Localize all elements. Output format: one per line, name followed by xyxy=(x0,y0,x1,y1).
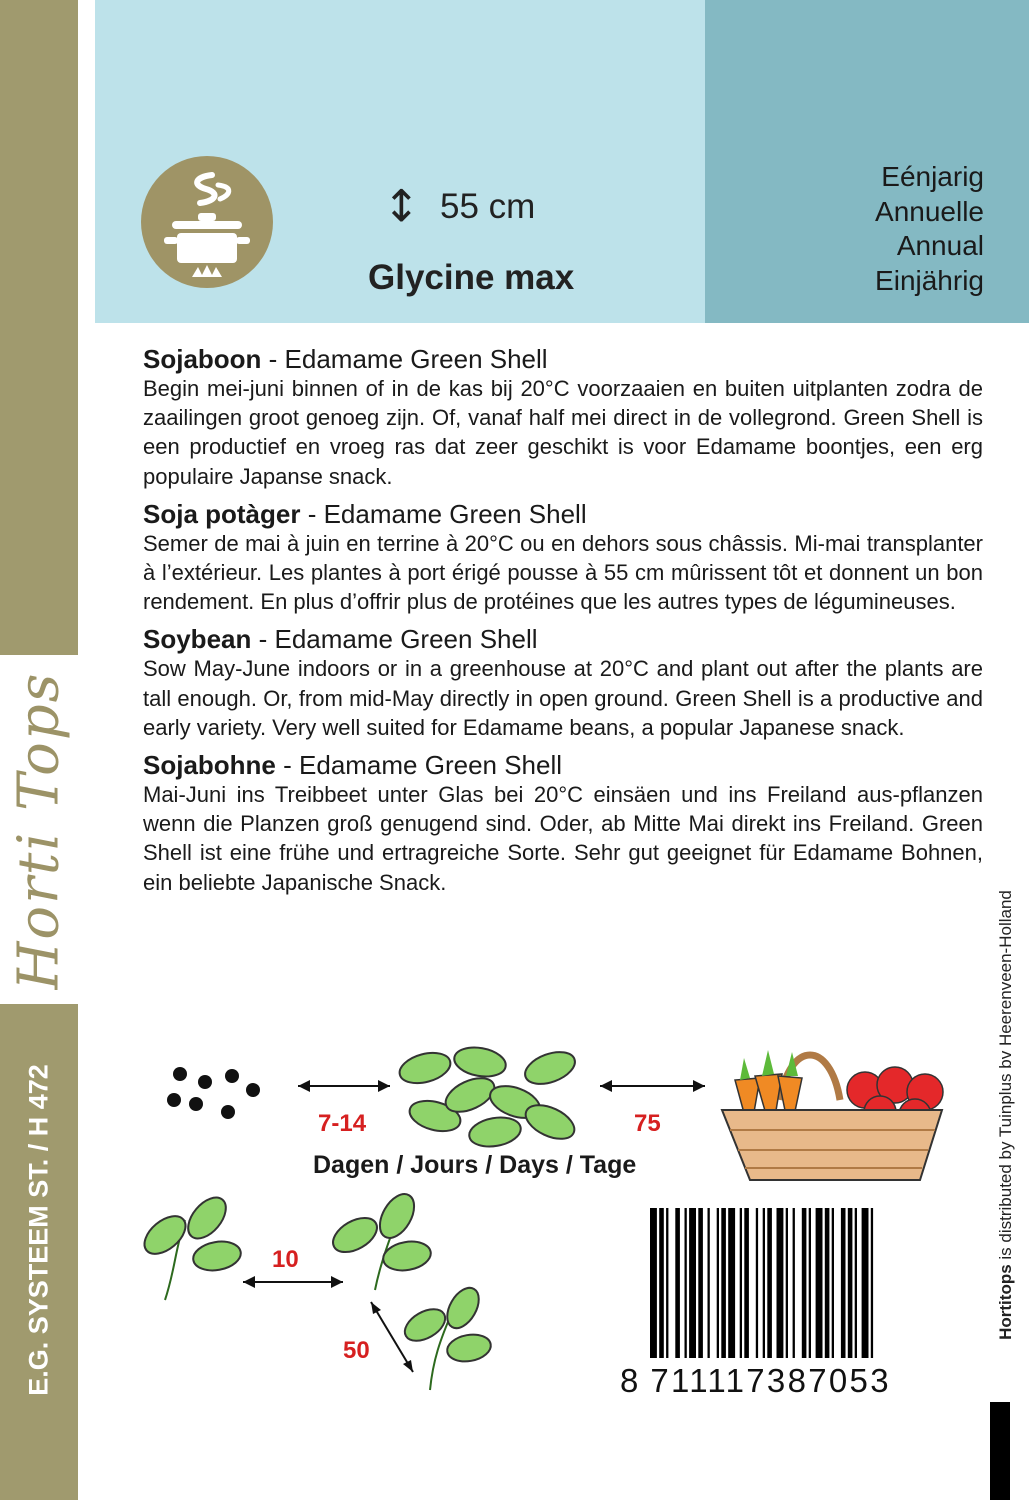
annual-label-en: Annual xyxy=(896,230,984,261)
plant-icon xyxy=(399,1282,492,1390)
barcode-first-digit: 8 xyxy=(620,1362,639,1399)
harvest-basket-icon xyxy=(722,1050,943,1180)
latin-name: Glycine max xyxy=(368,258,575,297)
height-arrow-icon: ↕ xyxy=(383,181,420,232)
variety-name: - Edamame Green Shell xyxy=(300,498,587,529)
credit-brand: Hortitops xyxy=(996,1264,1015,1340)
section-body: Sow May-June indoors or in a greenhouse at 20°C and plant out after the plants are tall enough. Or, from mid-May directly in open ground. Green Shell is a productive and early variety. Very well suited for Edamame beans, a popular Japanese snack. xyxy=(143,656,983,740)
section-title xyxy=(143,624,983,654)
days-label: Dagen / Jours / Days / Tage xyxy=(313,1151,637,1179)
variety-name: - Edamame Green Shell xyxy=(251,624,538,655)
barcode xyxy=(650,1208,940,1358)
stripe-gap xyxy=(0,990,78,1004)
plant-spacing: 50 xyxy=(343,1337,370,1364)
annual-label-nl: Eénjarig xyxy=(881,161,984,192)
plant-icon xyxy=(327,1190,433,1290)
section-body: Semer de mai à juin en terrine à 20°C ou en dehors sous châssis. Mi-mai transplanter à l’extérieur. Les plantes à port érigé pousse à 55 cm mûrissent tôt et donnent un bon rendement. En plus d’offrir plus de protéines que les autres types de légumineuses. xyxy=(143,530,983,615)
seedlings-icon xyxy=(396,1044,579,1151)
annual-label-de: Einjährig xyxy=(875,264,984,296)
section-nl xyxy=(143,344,983,491)
section-title xyxy=(143,499,983,529)
black-bar xyxy=(990,1402,1010,1500)
double-arrow-icon xyxy=(298,1080,390,1092)
spacing-diagram xyxy=(135,1190,495,1400)
variety-name: - Edamame Green Shell xyxy=(261,344,548,374)
crop-name: Sojaboon xyxy=(143,344,262,374)
germination-days: 7-14 xyxy=(318,1110,367,1137)
crop-name: Soja potàger xyxy=(143,498,301,529)
section-en xyxy=(143,624,983,742)
side-code: E.G. SYSTEEM ST. / H 472 xyxy=(23,1064,54,1396)
section-title xyxy=(143,750,983,780)
annual-label-fr: Annuelle xyxy=(875,195,984,227)
description-sections xyxy=(143,344,983,905)
crop-name: Soybean xyxy=(143,624,252,655)
plant-icon xyxy=(138,1191,243,1300)
cooking-pot-icon xyxy=(140,155,274,289)
row-spacing: 10 xyxy=(272,1246,299,1273)
double-arrow-icon xyxy=(243,1276,343,1288)
side-stripe xyxy=(0,0,78,1500)
brand-logo-text: Horti Tops xyxy=(6,671,72,991)
seeds-icon xyxy=(167,1067,260,1119)
barcode-number xyxy=(620,1362,940,1400)
section-fr xyxy=(143,499,983,617)
section-de xyxy=(143,750,983,897)
barcode-digits: 711117387053 xyxy=(650,1362,891,1399)
double-arrow-icon xyxy=(600,1080,705,1092)
section-title xyxy=(143,344,983,374)
distributor-credit xyxy=(996,890,1016,1340)
stripe-gap xyxy=(0,655,78,671)
plant-height: 55 cm xyxy=(440,187,536,226)
section-body: Mai-Juni ins Treibbeet unter Glas bei 20°C einsäen und ins Freiland aus-pflanzen wenn die Planzen groß genugend sind. Oder, ab Mitte Mai direkt ins Freiland. Green Shell ist eine frühe und ertragreiche Sorte. Sehr gut geeignet für Edamame Bohnen, ein beliebte Japanische Snack. xyxy=(143,782,983,895)
brand-logo xyxy=(0,671,78,990)
annual-labels xyxy=(875,160,984,298)
harvest-days: 75 xyxy=(634,1110,661,1137)
credit-text: is distributed by Tuinplus bv Heerenveen-Holland xyxy=(996,890,1015,1265)
crop-name: Sojabohne xyxy=(143,750,276,781)
variety-name: - Edamame Green Shell xyxy=(275,750,563,781)
section-body: Begin mei-juni binnen of in de kas bij 20°C voorzaaien en buiten uitplanten zodra de zaailingen groot genoeg zijn. Of, vanaf half mei direct in de vollegrond. Green Shell is een productief en vroeg ras dat zeer geschikt is voor Edamame boontjes, een erg populaire Japanse snack. xyxy=(143,376,983,489)
